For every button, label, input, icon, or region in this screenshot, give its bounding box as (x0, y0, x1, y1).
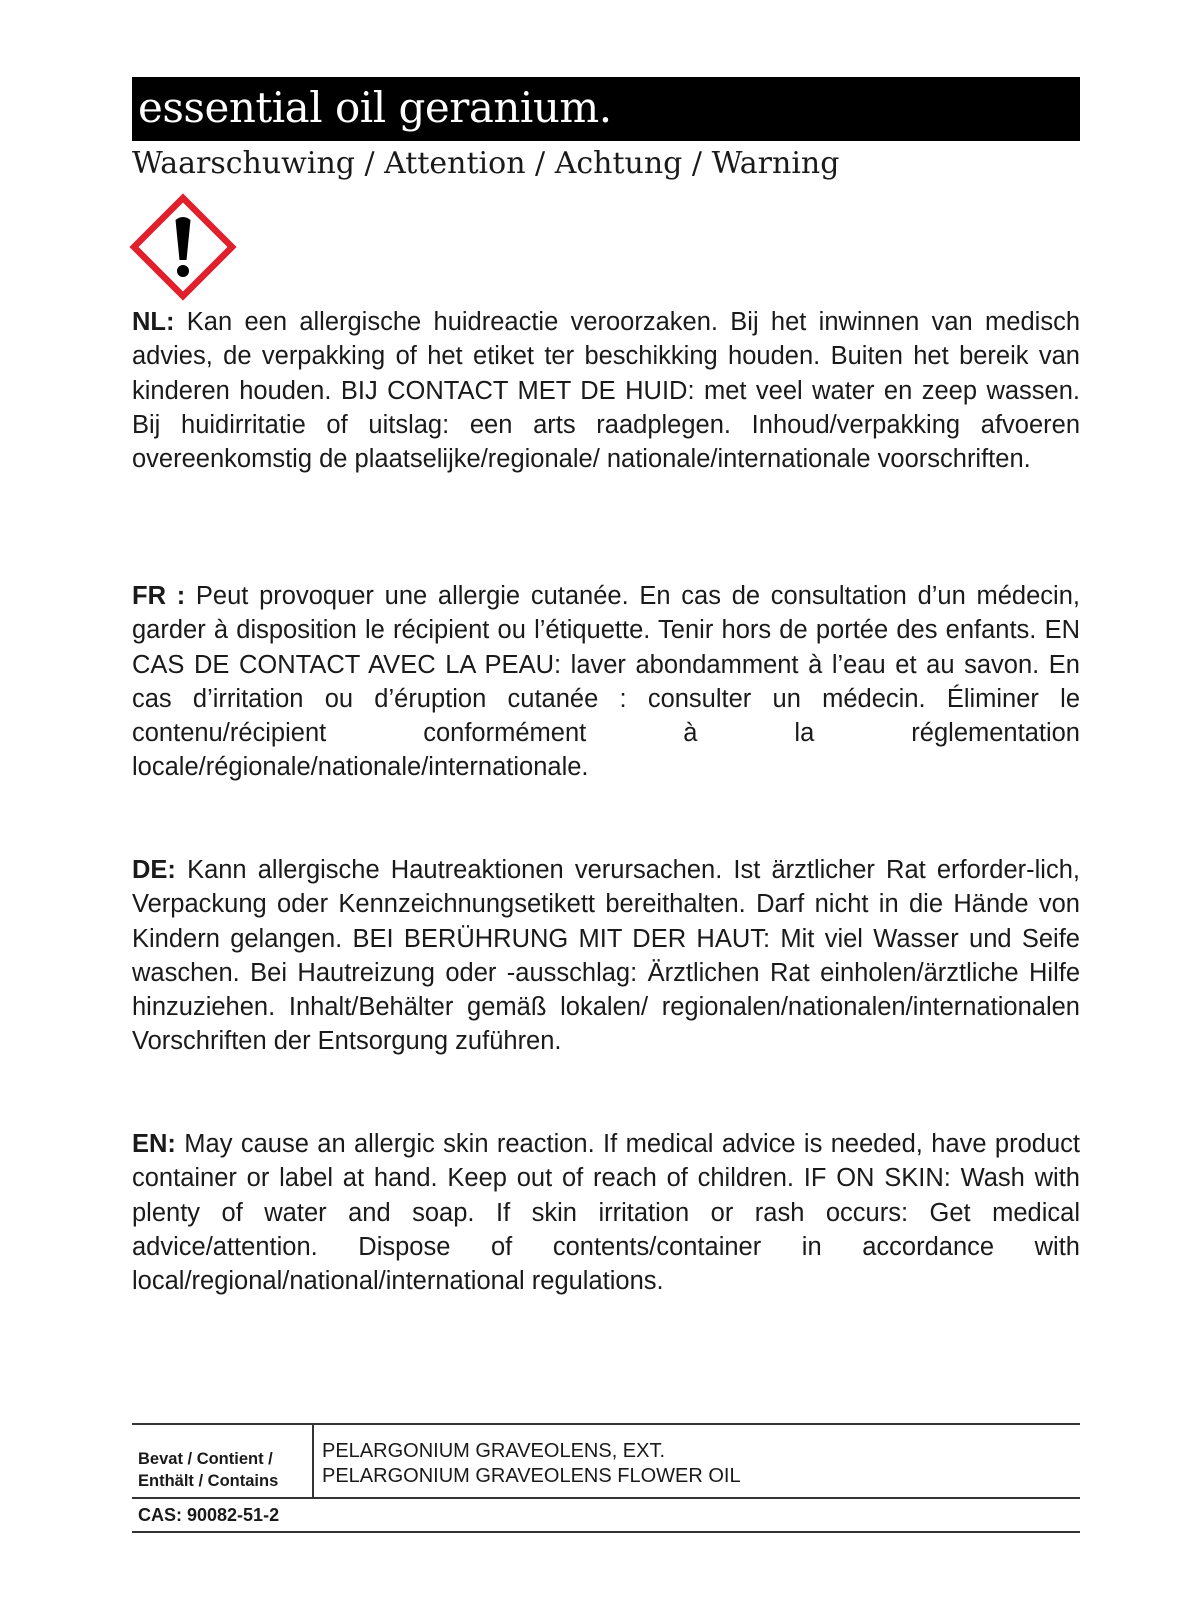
contains-table (132, 1423, 1080, 1532)
product-title: essential oil geranium. (138, 83, 612, 132)
table-top-rule (132, 1423, 1080, 1425)
warning-block-fr (132, 579, 1080, 785)
ingredient-item: PELARGONIUM GRAVEOLENS, EXT. (322, 1440, 666, 1462)
contains-label (138, 1448, 308, 1492)
warning-text-fr: Peut provoquer une allergie cutanée. En cas de consultation d’un médecin, garder à disposition le récipient ou l’étiquette. Tenir hors de portée des enfants. EN CAS DE CONTACT AVEC LA PEAU: laver abondamment à l’eau et au savon. En cas d’irritation ou d’éruption cutanée : consulter un médecin. Éliminer le contenu/récipient conformément à la réglementation locale/régionale/nationale/internationale. (132, 582, 1080, 782)
cas-number: CAS: 90082-51-2 (138, 1505, 280, 1525)
contains-label-line-1: Bevat / Contient / (138, 1450, 273, 1468)
ingredient-list (322, 1439, 741, 1489)
warning-heading: Waarschuwing / Attention / Achtung / Warning (132, 146, 840, 181)
table-middle-rule (132, 1497, 1080, 1499)
ghs-exclamation-mark-icon (128, 192, 238, 302)
warning-text-de: Kann allergische Hautreaktionen verursachen. Ist ärztlicher Rat erforder-lich, Verpackung oder Kennzeichnungsetikett bereithalten. Darf nicht in die Hände von Kindern gelangen. BEI BERÜHRUNG MIT DER HAUT: Mit viel Wasser und Seife waschen. Bei Hautreizung oder -ausschlag: Ärztlichen Rat einholen/ärztliche Hilfe hinzuziehen. Inhalt/Behälter gemäß lokalen/ regionalen/nationalen/internationalen Vorschriften der Entsorgung zuführen. (132, 856, 1080, 1056)
ingredient-item: PELARGONIUM GRAVEOLENS FLOWER OIL (322, 1465, 741, 1487)
warning-block-de (132, 853, 1080, 1059)
language-code-fr: FR : (132, 582, 186, 610)
warning-text-en: May cause an allergic skin reaction. If medical advice is needed, have product container or label at hand. Keep out of reach of children. IF ON SKIN: Wash with plenty of water and soap. If skin irritation or rash occurs: Get medical advice/attention. Dispose of contents/container in accordance with local/regional/national/international regulations. (132, 1130, 1080, 1296)
contains-label-line-2: Enthält / Contains (138, 1472, 279, 1490)
title-bar (132, 77, 1080, 141)
label-page (132, 0, 1080, 1601)
warning-block-en (132, 1127, 1080, 1298)
table-bottom-rule (132, 1531, 1080, 1533)
warning-text-nl: Kan een allergische huidreactie veroorzaken. Bij het inwinnen van medisch advies, de verpakking of het etiket ter beschikking houden. Buiten het bereik van kinderen houden. BIJ CONTACT MET DE HUID: met veel water en zeep wassen. Bij huidirritatie of uitslag: een arts raadplegen. Inhoud/verpakking afvoeren overeenkomstig de plaatselijke/regionale/ nationale/internationale voorschriften. (132, 308, 1080, 474)
language-code-en: EN: (132, 1130, 176, 1158)
table-column-divider (312, 1423, 314, 1497)
pictogram-exclamation-dot (177, 265, 189, 277)
language-code-de: DE: (132, 856, 176, 884)
language-code-nl: NL: (132, 308, 175, 336)
warning-block-nl (132, 305, 1080, 476)
